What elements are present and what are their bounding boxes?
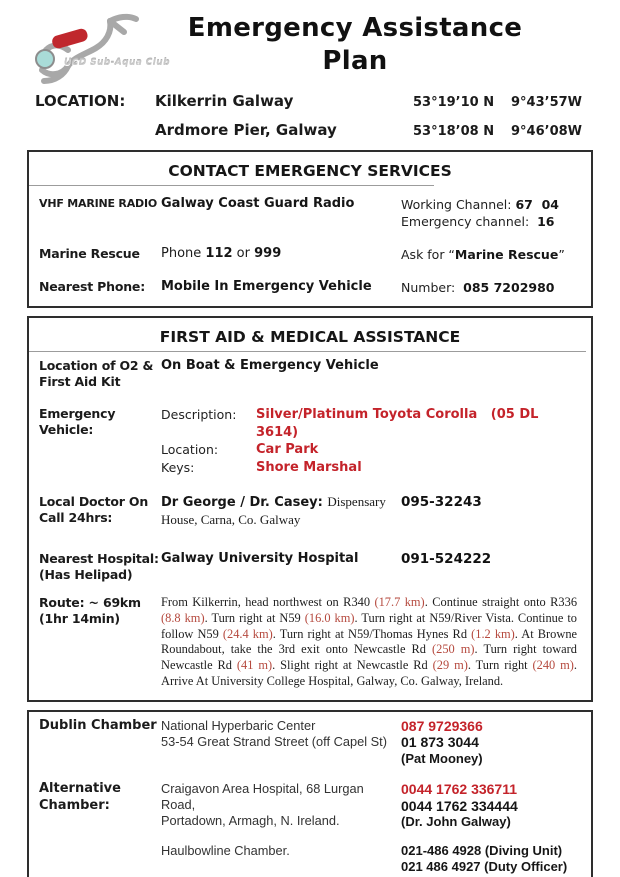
location-longitude: 9°46’08W	[511, 124, 583, 139]
mobile-number: Number: 085 7202980	[401, 280, 555, 295]
vehicle-field	[161, 459, 583, 477]
location-label: LOCATION:	[35, 92, 126, 110]
local-doctor-row	[29, 494, 591, 529]
chamber-contact-name: (Pat Mooney)	[401, 750, 483, 766]
row-label-line: Route: ~ 69km	[39, 595, 141, 610]
row-label-line: Chamber:	[39, 797, 110, 813]
field-value: Silver/Platinum Toyota Corolla (05 DL 3614)	[256, 407, 543, 440]
location-row	[35, 92, 620, 110]
emergency-channel: Emergency channel: 16	[401, 214, 555, 229]
doctor-details: Dr George / Dr. Casey: Dispensary House, Carna, Co. Galway	[161, 494, 390, 527]
row-label-line: First Aid Kit	[39, 374, 121, 389]
route-directions: From Kilkerrin, head northwest on R340 (17.7 km). Continue straight onto R336 (8.8 km). Turn right at N59 (16.0 km). Turn right at N59/River Vista. Continue to follow N59 (24.4 km). Turn right at N59/Thomas Hynes Rd (1.2 km). At Browne Roundabout, take the 3rd exit onto Newcastle Rd (250 m). Turn right toward Newcastle Rd (41 m). Slight right at Newcastle Rd (29 m). Turn right (240 m). Arrive At University College Hospital, Galway, Co. Galway, Ireland.	[161, 595, 578, 688]
alternative-chamber-row	[29, 781, 591, 831]
location-place: Ardmore Pier, Galway	[155, 121, 337, 139]
chamber-address-line: 53-54 Great Strand Street (off Capel St)	[161, 733, 387, 749]
radio-station-name: Galway Coast Guard Radio	[161, 196, 355, 211]
row-label-line: Location of O2 &	[39, 358, 154, 373]
location-block	[35, 92, 620, 139]
diver-icon	[22, 6, 148, 94]
section-title: CONTACT EMERGENCY SERVICES	[168, 162, 452, 180]
row-label-line: Emergency	[39, 406, 116, 421]
document-title-line1: Emergency Assistance	[187, 13, 523, 43]
chamber-phone-secondary: 0044 1762 334444	[401, 797, 518, 814]
vehicle-field	[161, 406, 583, 441]
working-channel: Working Channel: 67 04	[401, 197, 559, 212]
hospital-phone-number: 091-524222	[401, 551, 492, 567]
rescue-phone-numbers: Phone 112 or 999	[161, 246, 282, 261]
chamber-phone-diving-unit: 021-486 4928 (Diving Unit)	[401, 842, 563, 858]
row-label	[39, 781, 161, 814]
o2-location-value: On Boat & Emergency Vehicle	[161, 358, 379, 373]
row-label	[39, 551, 161, 583]
row-label	[39, 595, 161, 627]
chamber-address-line: Haulbowline Chamber.	[161, 842, 290, 858]
chamber-contacts	[401, 718, 583, 768]
row-label-line: (1hr 14min)	[39, 611, 120, 626]
chamber-phone-secondary: 01 873 3044	[401, 734, 479, 751]
row-label-line: Dublin Chamber	[39, 717, 157, 733]
chamber-phone-primary: 0044 1762 336711	[401, 781, 518, 798]
club-logo	[22, 6, 170, 94]
vhf-marine-radio-row	[29, 196, 591, 230]
row-label-line: Vehicle:	[39, 422, 94, 437]
chamber-phone-duty-officer: 021 486 4927 (Duty Officer)	[401, 859, 568, 875]
route-row	[29, 595, 591, 690]
document-title-line2: Plan	[322, 46, 388, 76]
row-label-line: (Has Helipad)	[39, 567, 133, 582]
first-aid-medical-assistance-section	[27, 316, 593, 702]
chamber-address-line: Portadown, Armagh, N. Ireland.	[161, 813, 340, 829]
title-underline	[29, 351, 586, 352]
row-label	[39, 718, 161, 735]
doctor-phone-number: 095-32243	[401, 494, 482, 510]
o2-first-aid-kit-row	[29, 358, 591, 390]
emergency-vehicle-row	[29, 406, 591, 476]
location-longitude: 9°43’57W	[511, 95, 583, 110]
location-row	[35, 121, 620, 139]
field-key: Keys:	[161, 459, 195, 475]
row-label	[39, 494, 161, 526]
club-logo-caption: UCD Sub-Aqua Club	[64, 58, 170, 68]
row-label	[39, 358, 161, 390]
field-value: Shore Marshal	[256, 459, 362, 475]
nearest-phone-row	[29, 279, 591, 296]
chamber-address	[161, 781, 401, 829]
field-value: Car Park	[256, 442, 319, 457]
marine-rescue-row	[29, 246, 591, 263]
ask-for-note: Ask for “Marine Rescue”	[401, 247, 565, 262]
row-label	[39, 406, 161, 438]
chamber-contacts	[401, 781, 583, 831]
location-latitude: 53°18’08 N	[413, 124, 495, 139]
chamber-address	[161, 843, 401, 859]
radio-channels	[401, 196, 583, 230]
row-label-line: Alternative	[39, 781, 121, 797]
row-label-line: Local Doctor On	[39, 494, 149, 509]
chamber-phone-primary: 087 9729366	[401, 717, 483, 734]
chamber-address-line: Craigavon Area Hospital, 68 Lurgan Road,	[161, 781, 364, 813]
field-key: Location:	[161, 442, 219, 457]
location-place: Kilkerrin Galway	[155, 92, 294, 110]
recompression-chambers-section	[27, 710, 593, 877]
chamber-contacts	[401, 843, 583, 876]
contact-emergency-services-section	[27, 150, 593, 308]
nearest-phone-location: Mobile In Emergency Vehicle	[161, 279, 372, 294]
hospital-name: Galway University Hospital	[161, 551, 359, 566]
row-label-line: Call 24hrs:	[39, 510, 113, 525]
section-title: FIRST AID & MEDICAL ASSISTANCE	[159, 328, 461, 346]
field-key: Description:	[161, 407, 237, 422]
title-underline	[29, 185, 434, 186]
row-label-line: Nearest Hospital:	[39, 551, 159, 566]
nearest-hospital-row	[29, 551, 591, 583]
chamber-address	[161, 718, 401, 750]
row-label: VHF MARINE RADIO	[39, 197, 157, 210]
vehicle-fields	[161, 406, 583, 476]
haulbowline-chamber-row	[29, 843, 591, 876]
dublin-chamber-row	[29, 718, 591, 768]
location-latitude: 53°19’10 N	[413, 95, 495, 110]
vehicle-field	[161, 441, 583, 459]
chamber-contact-name: (Dr. John Galway)	[401, 814, 511, 830]
chamber-address-line: National Hyperbaric Center	[161, 717, 316, 733]
row-label: Marine Rescue	[39, 246, 140, 261]
row-label: Nearest Phone:	[39, 279, 146, 294]
